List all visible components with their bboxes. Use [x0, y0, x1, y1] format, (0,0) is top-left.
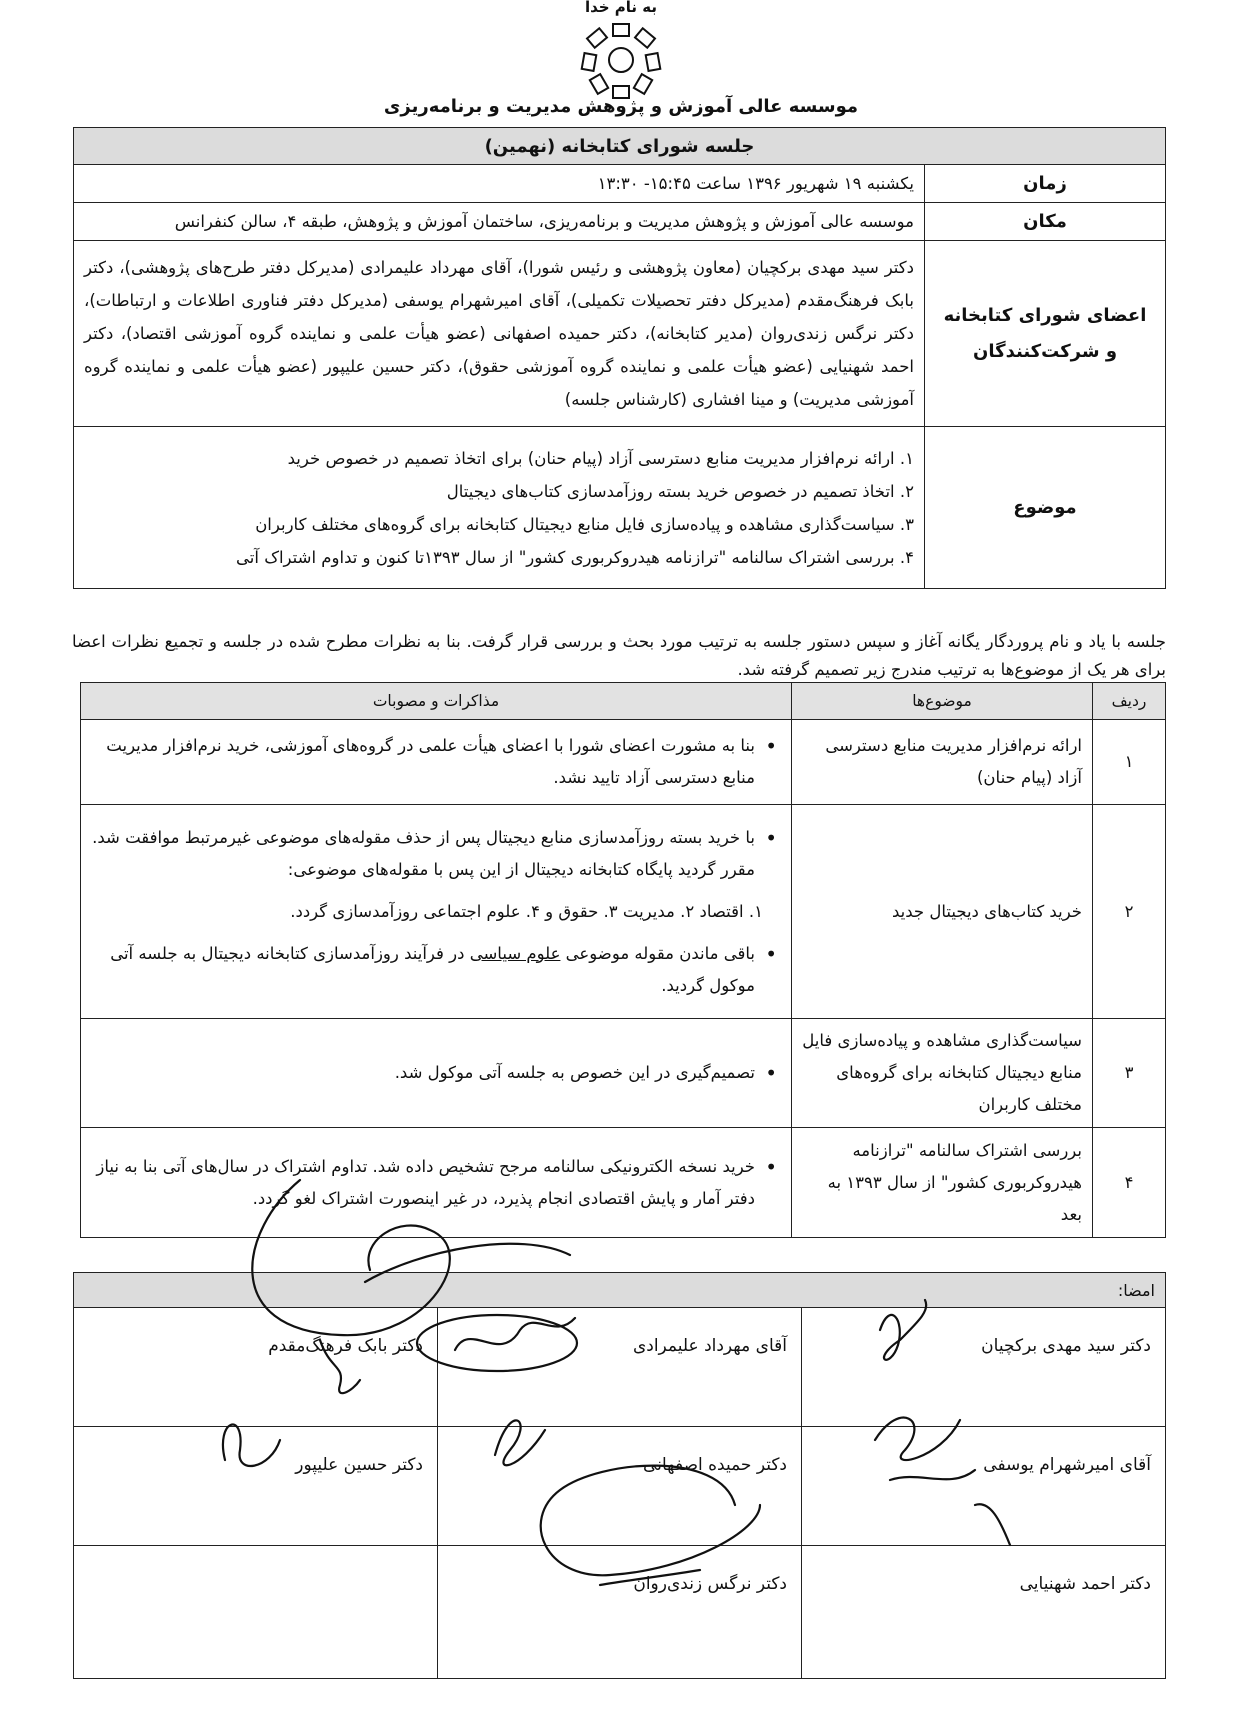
subject-label: موضوع — [925, 427, 1166, 589]
signer-name: دکتر سید مهدی برکچیان — [981, 1336, 1151, 1356]
signature-cell — [74, 1546, 438, 1679]
place-label: مکان — [925, 203, 1166, 241]
intro-paragraph: جلسه با یاد و نام پروردگار یگانه آغاز و سپس دستور جلسه به ترتیب مورد بحث و بررسی قرار گرفت. بنا به نظرات مطرح شده در جلسه و تجمیع نظرات اعضا برای هر یک از موضوع‌ها به ترتیب مندرج زیر تصمیم گرفته شد. — [72, 632, 1166, 679]
institution-name: موسسه عالی آموزش و پژوهش مدیریت و برنامه‌ریزی — [383, 96, 859, 117]
row-number: ۴ — [1093, 1128, 1166, 1238]
members-label: اعضای شورای کتابخانه و شرکت‌کنندگان — [925, 241, 1166, 427]
table-row — [81, 1019, 1166, 1128]
signature-cell — [74, 1308, 438, 1427]
row-discussion — [81, 720, 792, 805]
institution-logo — [575, 20, 667, 104]
signer-name: آقای امیرشهرام یوسفی — [983, 1455, 1151, 1475]
basmala: به نام خدا — [584, 0, 658, 16]
signature-cell — [802, 1427, 1166, 1546]
resolution-bullet: • بنا به مشورت اعضای شورا با اعضای هیأت علمی در گروه‌های آموزشی، خرید نرم‌افزار مدیریت منابع دسترسی آزاد تایید نشد. — [91, 730, 755, 794]
row-discussion — [81, 1019, 792, 1128]
resolution-bullet — [91, 938, 755, 1002]
signatures-table — [73, 1272, 1166, 1679]
row-topic: ارائه نرم‌افزار مدیریت منابع دسترسی آزاد (پیام حنان) — [792, 720, 1093, 805]
time-label: زمان — [925, 165, 1166, 203]
signer-name: آقای مهرداد علیمرادی — [632, 1336, 787, 1356]
table-row — [81, 1128, 1166, 1238]
row-discussion — [81, 1128, 792, 1238]
time-value: یکشنبه ۱۹ شهریور ۱۳۹۶ ساعت ۱۵:۴۵- ۱۳:۳۰ — [74, 165, 925, 203]
underlined-term: علوم سیاسی — [469, 943, 561, 963]
col-header-topic: موضوع‌ها — [792, 683, 1093, 720]
signature-cell — [438, 1308, 802, 1427]
table-row — [81, 720, 1166, 805]
signature-cell — [802, 1546, 1166, 1679]
bullet-text: باقی ماندن مقوله موضوعی — [560, 943, 755, 963]
signer-name: دکتر بابک فرهنگ‌مقدم — [268, 1336, 423, 1356]
subject-item: ۱. ارائه نرم‌افزار مدیریت منابع دسترسی آزاد (پیام حنان) برای اتخاذ تصمیم در خصوص خرید — [287, 448, 914, 468]
row-topic: بررسی اشتراک سالنامه "ترازنامه هیدروکربوری کشور" از سال ۱۳۹۳ به بعد — [792, 1128, 1093, 1238]
resolution-bullet: • تصمیم‌گیری در این خصوص به جلسه آتی موکول شد. — [91, 1057, 755, 1089]
members-value: دکتر سید مهدی برکچیان (معاون پژوهشی و رئیس شورا)، آقای مهرداد علیمرادی (مدیرکل دفتر طرح‌های پژوهشی)، دکتر بابک فرهنگ‌مقدم (مدیرکل دفتر تحصیلات تکمیلی)، آقای امیرشهرام یوسفی (مدیرکل دفتر فناوری اطلاعات و ارتباطات)، دکتر نرگس زندی‌روان (مدیر کتابخانه)، دکتر حمیده اصفهانی (عضو هیأت علمی و نماینده گروه آموزشی اقتصاد)، دکتر احمد شهنیایی (عضو هیأت علمی و نماینده گروه آموزشی حقوق)، دکتر حسین علیپور (عضو هیأت علمی و نماینده گروه آموزشی مدیریت) و مینا افشاری (کارشناس جلسه) — [74, 241, 925, 427]
row-discussion — [81, 805, 792, 1019]
place-value: موسسه عالی آموزش و پژوهش مدیریت و برنامه‌ریزی، ساختمان آموزش و پژوهش، طبقه ۴، سالن کنفرانس — [74, 203, 925, 241]
col-header-discussion: مذاکرات و مصوبات — [81, 683, 792, 720]
resolution-bullet: • با خرید بسته روزآمدسازی منابع دیجیتال پس از حذف مقوله‌های موضوعی غیرمرتبط موافقت شد. مقرر گردید پایگاه کتابخانه دیجیتال از این پس با مقوله‌های موضوعی: — [91, 822, 755, 886]
row-number: ۱ — [1093, 720, 1166, 805]
signer-name: دکتر حمیده اصفهانی — [643, 1455, 787, 1475]
meeting-title: جلسه شورای کتابخانه (نهمین) — [74, 128, 1166, 165]
signer-name: دکتر حسین علیپور — [295, 1455, 423, 1475]
table-row — [81, 805, 1166, 1019]
signature-cell — [74, 1427, 438, 1546]
row-number: ۲ — [1093, 805, 1166, 1019]
signature-cell — [438, 1427, 802, 1546]
subject-item: ۴. بررسی اشتراک سالنامه "ترازنامه هیدروکربوری کشور" از سال ۱۳۹۳تا کنون و تداوم اشتراک آتی — [236, 547, 914, 567]
resolution-bullet: • خرید نسخه الکترونیکی سالنامه مرجح تشخیص داده شد. تداوم اشتراک در سال‌های آتی بنا به نیاز دفتر آمار و پایش اقتصادی انجام پذیرد، در غیر اینصورت اشتراک لغو گردد. — [91, 1151, 755, 1215]
signature-cell — [438, 1546, 802, 1679]
subject-list — [74, 427, 925, 589]
meeting-info-table — [73, 127, 1166, 589]
subject-item: ۲. اتخاذ تصمیم در خصوص خرید بسته روزآمدسازی کتاب‌های دیجیتال — [446, 481, 914, 501]
resolutions-table — [80, 682, 1166, 1238]
col-header-row: ردیف — [1093, 683, 1166, 720]
signer-name: دکتر نرگس زندی‌روان — [633, 1574, 787, 1594]
signature-cell — [802, 1308, 1166, 1427]
row-number: ۳ — [1093, 1019, 1166, 1128]
row-topic: سیاست‌گذاری مشاهده و پیاده‌سازی فایل منابع دیجیتال کتابخانه برای گروه‌های مختلف کاربران — [792, 1019, 1093, 1128]
signer-name: دکتر احمد شهنیایی — [1019, 1574, 1151, 1594]
signatures-label: امضا: — [74, 1273, 1166, 1308]
row-topic: خرید کتاب‌های دیجیتال جدید — [792, 805, 1093, 1019]
bullet-text: در فرآیند روزآمدسازی کتابخانه دیجیتال به جلسه آتی موکول گردید. — [110, 943, 755, 995]
subject-item: ۳. سیاست‌گذاری مشاهده و پیاده‌سازی فایل منابع دیجیتال کتابخانه برای گروه‌های مختلف کاربران — [255, 514, 914, 534]
subject-categories: ۱. اقتصاد ۲. مدیریت ۳. حقوق و ۴. علوم اجتماعی روزآمدسازی گردد. — [290, 901, 763, 921]
